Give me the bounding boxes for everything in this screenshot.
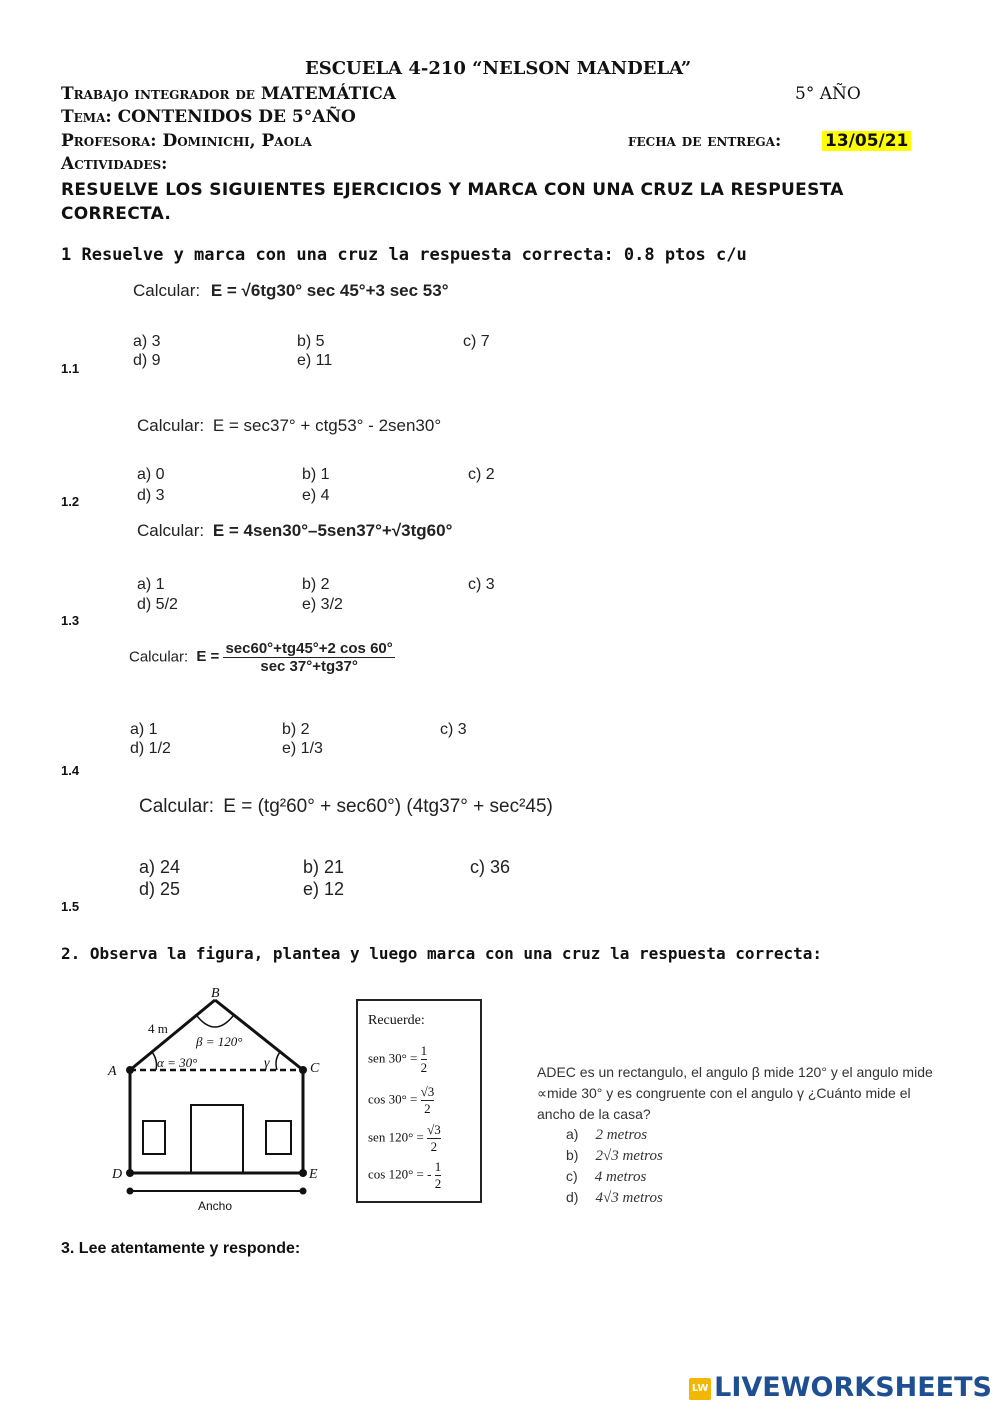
option[interactable]: d) 5/2 xyxy=(137,596,178,613)
option[interactable]: a) 1 xyxy=(137,576,165,593)
label-c: C xyxy=(310,1061,320,1076)
answer-option[interactable] xyxy=(566,1166,646,1186)
logo-text: LIVEWORKSHEETS xyxy=(714,1372,992,1403)
numerator: sec60°+tg45°+2 cos 60° xyxy=(225,640,393,657)
liveworksheets-logo[interactable] xyxy=(689,1372,992,1403)
identity-fn: sen 120° = xyxy=(368,1129,424,1145)
exercise-number: 1.3 xyxy=(61,613,80,628)
fraction xyxy=(223,640,394,675)
identity-row xyxy=(368,1084,434,1117)
alpha-arc xyxy=(152,1052,157,1070)
label-b: B xyxy=(211,986,220,1001)
beta-arc xyxy=(197,1016,233,1027)
due-date xyxy=(822,131,911,151)
problem-description: ADEC es un rectangulo, el angulo β mide 120° y el angulo mide ∝mide 30° y es congruente con el angulo γ ¿Cuánto mide el ancho de la casa? xyxy=(537,1064,933,1122)
activities-label: Actividades: xyxy=(61,154,168,174)
question-1-title: 1 Resuelve y marca con una cruz la respuesta correcta: 0.8 ptos c/u xyxy=(61,245,747,265)
calc-label: Calcular: xyxy=(133,281,201,300)
exercise-number: 1.1 xyxy=(61,361,80,376)
option[interactable]: d) 9 xyxy=(133,352,161,369)
fraction-den: 2 xyxy=(430,1139,438,1154)
option[interactable]: a) 0 xyxy=(137,466,165,483)
option[interactable]: d) 1/2 xyxy=(130,740,171,757)
question-3-title: 3. Lee atentamente y responde: xyxy=(61,1240,301,1257)
label-a: A xyxy=(108,1064,117,1079)
exercise-number: 1.2 xyxy=(61,494,80,509)
option[interactable]: d) 25 xyxy=(139,879,181,899)
identity-fn: cos 120° = xyxy=(368,1166,424,1182)
answer-option[interactable] xyxy=(566,1187,663,1207)
option[interactable]: a) 24 xyxy=(139,857,181,877)
answer-text: 2√3 metros xyxy=(595,1148,663,1164)
answer-text: 4√3 metros xyxy=(595,1190,663,1206)
fraction-num: √3 xyxy=(420,1084,435,1099)
expression: E = (tg²60° + sec60°) (4tg37° + sec²45) xyxy=(223,796,553,817)
due-date-label: fecha de entrega: xyxy=(628,131,782,151)
width-end-left xyxy=(127,1188,134,1195)
option[interactable]: a) 3 xyxy=(133,333,161,350)
option[interactable]: e) 4 xyxy=(302,487,330,504)
option[interactable]: c) 3 xyxy=(468,576,495,593)
option[interactable]: e) 12 xyxy=(303,879,345,899)
point-c xyxy=(299,1066,307,1074)
identity-fraction xyxy=(435,1159,442,1192)
expression: E = √6tg30° sec 45°+3 sec 53° xyxy=(210,281,449,300)
label-beta: β = 120° xyxy=(196,1034,243,1049)
identity-row xyxy=(368,1122,441,1155)
house-figure xyxy=(100,980,340,1215)
identity-fn: cos 30° = xyxy=(368,1091,418,1107)
instruction: RESUELVE LOS SIGUIENTES EJERCICIOS Y MARCA CON UNA CRUZ LA RESPUESTA CORRECTA. xyxy=(61,180,844,224)
point-a xyxy=(126,1066,134,1074)
exercise-1-4-expression xyxy=(129,640,395,675)
expression: E = sec37° + ctg53° - 2sen30° xyxy=(212,416,442,435)
option[interactable]: b) 2 xyxy=(282,721,310,738)
calc-label: Calcular: xyxy=(137,416,205,435)
calc-label: Calcular: xyxy=(137,521,205,540)
exercise-number: 1.4 xyxy=(61,763,80,778)
label-gamma: γ xyxy=(264,1056,270,1071)
option[interactable]: c) 3 xyxy=(440,721,467,738)
window-left xyxy=(143,1121,165,1154)
fraction-num: 1 xyxy=(420,1043,428,1058)
fraction-den: 2 xyxy=(424,1101,431,1116)
option[interactable]: e) 11 xyxy=(297,352,333,369)
point-e xyxy=(299,1169,307,1177)
topic: Tema: CONTENIDOS DE 5°AÑO xyxy=(61,107,356,127)
recuerde-box xyxy=(356,999,482,1203)
exercise-1-1-expression xyxy=(133,281,449,301)
expression-prefix: E = xyxy=(196,648,220,666)
identity-fraction xyxy=(427,1122,441,1155)
exercise-1-5-expression xyxy=(139,796,553,818)
option[interactable]: c) 2 xyxy=(468,466,495,483)
school-name: ESCUELA 4-210 “NELSON MANDELA” xyxy=(305,58,692,79)
fraction-num: 1 xyxy=(434,1159,442,1174)
identity-fn: sen 30° = xyxy=(368,1050,418,1066)
exercise-1-2-expression xyxy=(137,416,441,436)
option[interactable]: b) 5 xyxy=(297,333,325,350)
identity-row xyxy=(368,1159,441,1192)
answer-letter: d) xyxy=(566,1189,579,1205)
denominator: sec 37°+tg37° xyxy=(260,658,358,675)
work-title: Trabajo integrador de MATEMÁTICA xyxy=(61,84,396,104)
answer-option[interactable] xyxy=(566,1124,647,1144)
option[interactable]: c) 7 xyxy=(463,333,490,350)
calc-label: Calcular: xyxy=(139,796,214,817)
door xyxy=(191,1105,243,1173)
label-d: D xyxy=(112,1167,123,1182)
option[interactable]: d) 3 xyxy=(137,487,165,504)
answer-option[interactable] xyxy=(566,1145,663,1165)
answer-letter: c) xyxy=(566,1168,578,1184)
expression: E = 4sen30°–5sen37°+√3tg60° xyxy=(212,521,453,540)
answer-letter: a) xyxy=(566,1126,579,1142)
fraction-den: 2 xyxy=(420,1060,428,1075)
option[interactable]: b) 2 xyxy=(302,576,330,593)
identity-row xyxy=(368,1043,427,1076)
exercise-number: 1.5 xyxy=(61,899,80,914)
recuerde-title: Recuerde: xyxy=(368,1013,425,1028)
option[interactable]: e) 3/2 xyxy=(302,596,343,613)
answer-letter: b) xyxy=(566,1147,579,1163)
school-year: 5° AÑO xyxy=(795,84,861,104)
width-end-right xyxy=(300,1188,307,1195)
option[interactable]: e) 1/3 xyxy=(282,740,323,757)
logo-mark-icon: LW xyxy=(689,1378,711,1400)
label-e: E xyxy=(309,1167,318,1182)
label-alpha: α = 30° xyxy=(157,1055,198,1070)
gamma-arc xyxy=(276,1052,280,1070)
question-2-title: 2. Observa la figura, plantea y luego marca con una cruz la respuesta correcta: xyxy=(61,944,822,963)
identity-fraction xyxy=(421,1043,428,1076)
answer-text: 4 metros xyxy=(594,1169,647,1185)
fraction-den: 2 xyxy=(434,1176,442,1191)
label-width: Ancho xyxy=(198,1199,233,1213)
fraction-num: √3 xyxy=(427,1122,441,1137)
option[interactable]: b) 21 xyxy=(303,857,345,877)
exercise-1-3-expression xyxy=(137,521,452,541)
due-date-value: 13/05/21 xyxy=(822,131,911,151)
window-right xyxy=(266,1121,291,1154)
identity-sign: - xyxy=(427,1166,432,1182)
label-side: 4 m xyxy=(148,1021,168,1036)
point-d xyxy=(126,1169,134,1177)
identity-fraction xyxy=(421,1084,435,1117)
option[interactable]: c) 36 xyxy=(470,857,511,877)
option[interactable]: a) 1 xyxy=(130,721,158,738)
option[interactable]: b) 1 xyxy=(302,466,330,483)
teacher: Profesora: Dominichi, Paola xyxy=(61,131,312,151)
calc-label: Calcular: xyxy=(129,648,189,666)
answer-text: 2 metros xyxy=(595,1127,648,1143)
